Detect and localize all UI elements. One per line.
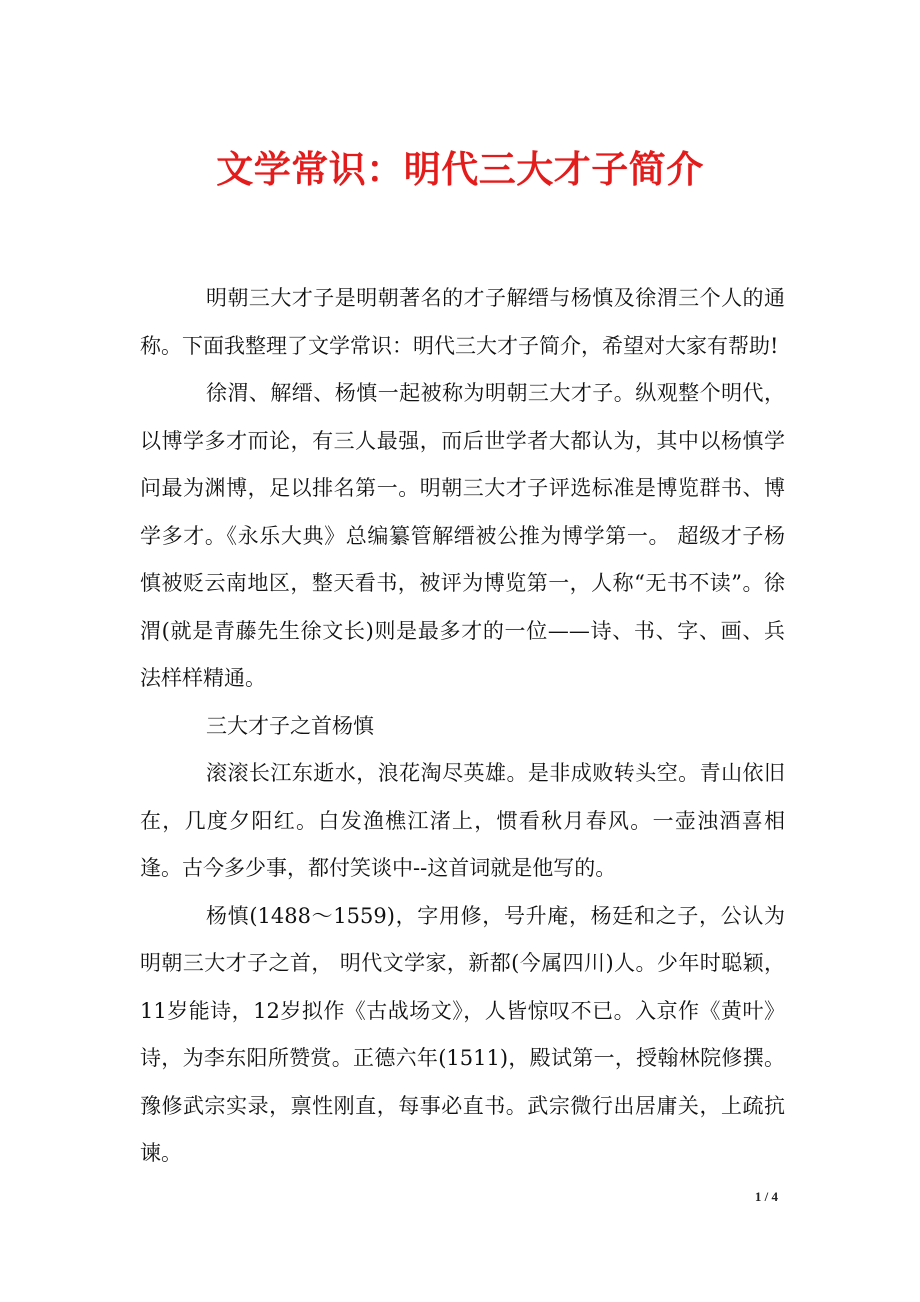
document-title: 文学常识：明代三大才子简介 xyxy=(216,147,704,191)
document-body xyxy=(140,275,785,1178)
overview-paragraph: 徐渭、解缙、杨慎一起被称为明朝三大才子。纵观整个明代，以博学多才而论，有三人最强，而后世学者大都认为，其中以杨慎学问最为渊博，足以排名第一。明朝三大才子评选标准是博览群书、博学多才。《永乐大典》总编纂管解缙被公推为博学第一。 超级才子杨慎被贬云南地区，整天看书，被评为博览第一，人称“无书不读”。徐渭(就是青藤先生徐文长)则是最多才的一位——诗、书、字、画、兵法样样精通。 xyxy=(140,381,785,690)
poem-paragraph: 滚滚长江东逝水，浪花淘尽英雄。是非成败转头空。青山依旧在，几度夕阳红。白发渔樵江渚上，惯看秋月春风。一壶浊酒喜相逢。古今多少事，都付笑谈中--这首词就是他写的。 xyxy=(140,761,785,880)
intro-paragraph: 明朝三大才子是明朝著名的才子解缙与杨慎及徐渭三个人的通称。下面我整理了文学常识：明代三大才子简介，希望对大家有帮助! xyxy=(140,286,785,358)
biography-paragraph: 杨慎(1488～1559)，字用修，号升庵，杨廷和之子，公认为明朝三大才子之首， 明代文学家，新都(今属四川)人。少年时聪颖，11岁能诗，12岁拟作《古战场文》，人皆惊叹不已。入京作《黄叶》诗，为李东阳所赞赏。正德六年(1511)，殿试第一，授翰林院修撰。豫修武宗实录，禀性刚直，每事必直书。武宗微行出居庸关，上疏抗谏。 xyxy=(140,903,785,1165)
section-heading-yang-shen: 三大才子之首杨慎 xyxy=(206,713,374,738)
page-indicator: 1 / 4 xyxy=(754,1189,778,1204)
